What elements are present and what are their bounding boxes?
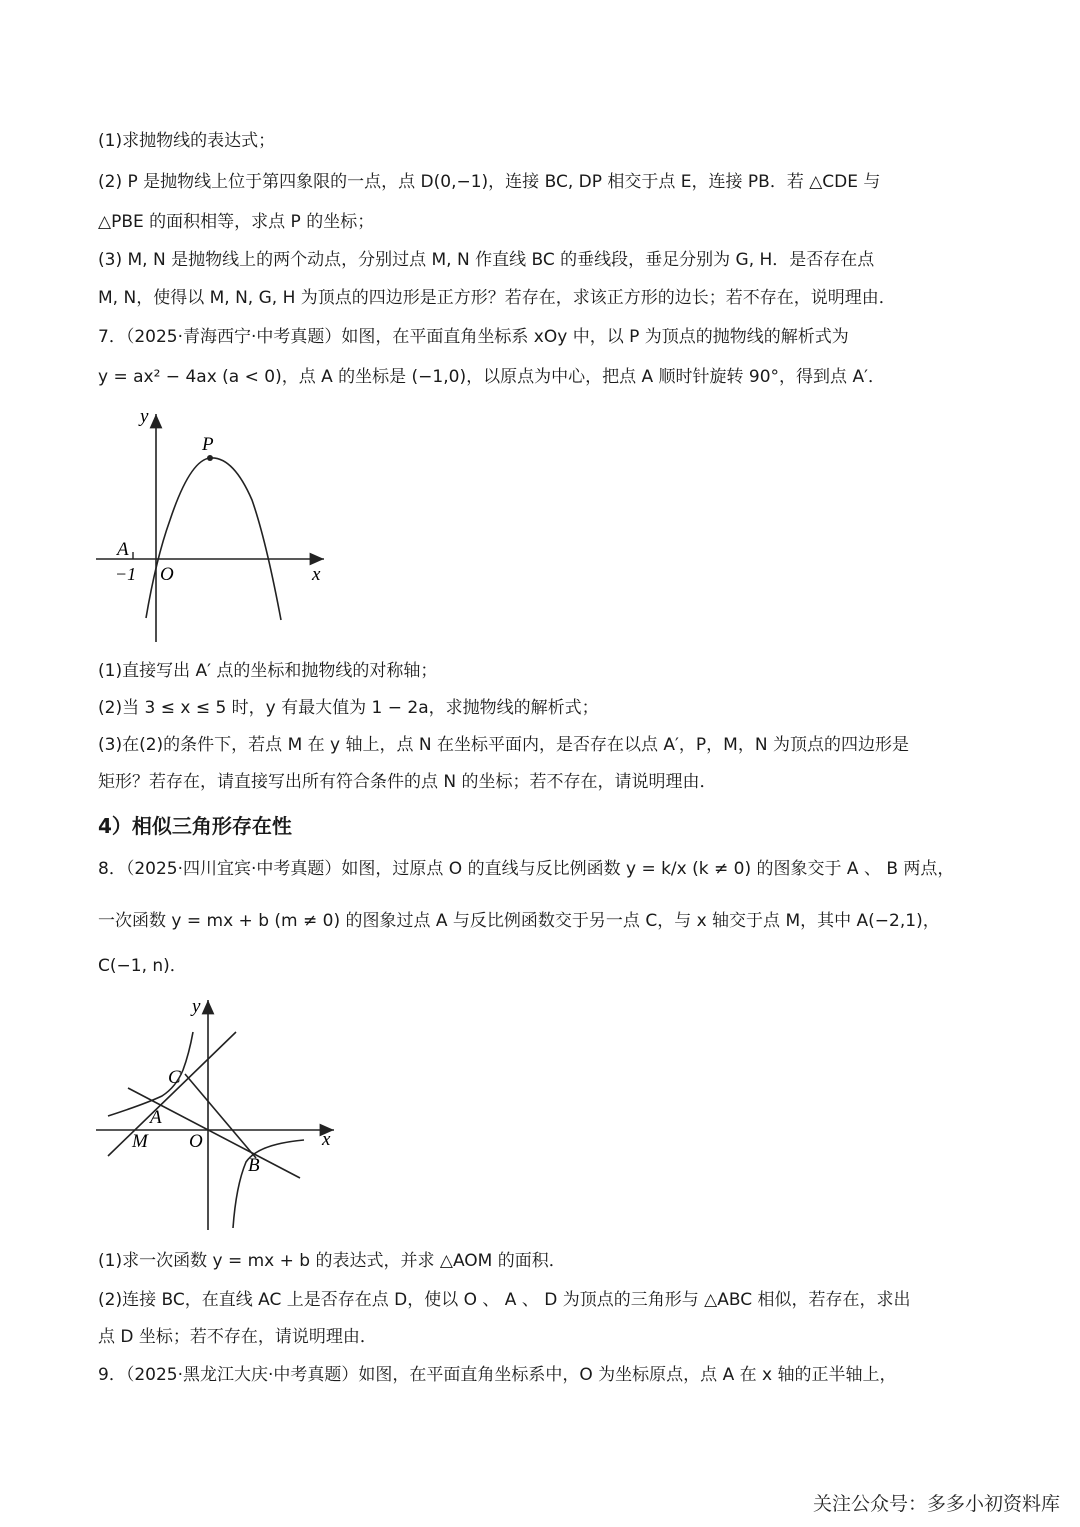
q8-intro-line2: 一次函数 y = mx + b (m ≠ 0) 的图象过点 A 与反比例函数交于另一点 C，与 x 轴交于点 M，其中 A(−2,1)， <box>98 911 940 931</box>
q8-hyperbola-figure <box>90 992 350 1237</box>
q7-label-x: x <box>312 564 321 585</box>
footer-watermark: 关注公众号：多多小初资料库 <box>812 1493 1060 1515</box>
q8-part2-line2: 点 D 坐标；若不存在，请说明理由． <box>98 1327 377 1347</box>
q7-vertex-point <box>207 455 213 461</box>
q7-label-a: A <box>117 539 129 560</box>
q6-part1: (1)求抛物线的表达式； <box>98 131 276 151</box>
q8-label-a: A <box>150 1107 162 1128</box>
q7-label-p: P <box>202 434 214 455</box>
q7-part2: (2)当 3 ≤ x ≤ 5 时，y 有最大值为 1 − 2a，求抛物线的解析式； <box>98 698 599 718</box>
q8-label-c: C <box>168 1067 181 1088</box>
q7-label-neg1: −1 <box>115 564 137 584</box>
q7-label-y: y <box>140 406 149 427</box>
q8-label-y: y <box>192 996 201 1017</box>
q8-intro-line3: C(−1, n)． <box>98 956 187 976</box>
q7-intro-line2: y = ax² − 4ax (a < 0)，点 A 的坐标是 (−1,0)，以原点为中心，把点 A 顺时针旋转 90°，得到点 A′． <box>98 367 885 387</box>
q7-intro-line1: 7．（2025·青海西宁·中考真题）如图，在平面直角坐标系 xOy 中，以 P 为顶点的抛物线的解析式为 <box>98 327 849 347</box>
q7-parabola-figure <box>90 400 340 650</box>
q8-hyperbola-right <box>233 1140 304 1228</box>
q8-part2-line1: (2)连接 BC，在直线 AC 上是否存在点 D，使以 O 、 A 、 D 为顶点的三角形与 △ABC 相似，若存在，求出 <box>98 1290 911 1310</box>
q8-label-m: M <box>132 1131 148 1152</box>
q8-part1: (1)求一次函数 y = mx + b 的表达式，并求 △AOM 的面积． <box>98 1251 566 1271</box>
q7-part3-line2: 矩形？若存在，请直接写出所有符合条件的点 N 的坐标；若不存在，请说明理由． <box>98 772 717 792</box>
q6-part3-line1: (3) M, N 是抛物线上的两个动点，分别过点 M, N 作直线 BC 的垂线段，垂足分别为 G, H．是否存在点 <box>98 250 875 270</box>
q7-parabola-curve <box>146 458 281 620</box>
q8-label-x: x <box>322 1129 331 1150</box>
q8-line-ab <box>128 1088 300 1178</box>
q7-label-origin: O <box>160 564 174 585</box>
section-heading: 4）相似三角形存在性 <box>98 814 292 838</box>
q7-part3-line1: (3)在(2)的条件下，若点 M 在 y 轴上，点 N 在坐标平面内，是否存在以点 A′，P，M，N 为顶点的四边形是 <box>98 735 909 755</box>
q7-part1: (1)直接写出 A′ 点的坐标和抛物线的对称轴； <box>98 661 438 681</box>
q6-part2-line2: △PBE 的面积相等，求点 P 的坐标； <box>98 212 375 232</box>
q8-label-b: B <box>248 1155 260 1176</box>
q6-part2-line1: (2) P 是抛物线上位于第四象限的一点，点 D(0,−1)，连接 BC, DP 相交于点 E，连接 PB．若 △CDE 与 <box>98 172 881 192</box>
q8-label-origin: O <box>189 1131 203 1152</box>
q6-part3-line2: M, N，使得以 M, N, G, H 为顶点的四边形是正方形？若存在，求该正方形的边长；若不存在，说明理由． <box>98 288 896 308</box>
q8-line-mc <box>108 1032 236 1156</box>
q8-intro-line1: 8．（2025·四川宜宾·中考真题）如图，过原点 O 的直线与反比例函数 y = k/x (k ≠ 0) 的图象交于 A 、 B 两点， <box>98 859 955 879</box>
q9-intro-line1: 9．（2025·黑龙江大庆·中考真题）如图，在平面直角坐标系中，O 为坐标原点，点 A 在 x 轴的正半轴上， <box>98 1365 897 1385</box>
